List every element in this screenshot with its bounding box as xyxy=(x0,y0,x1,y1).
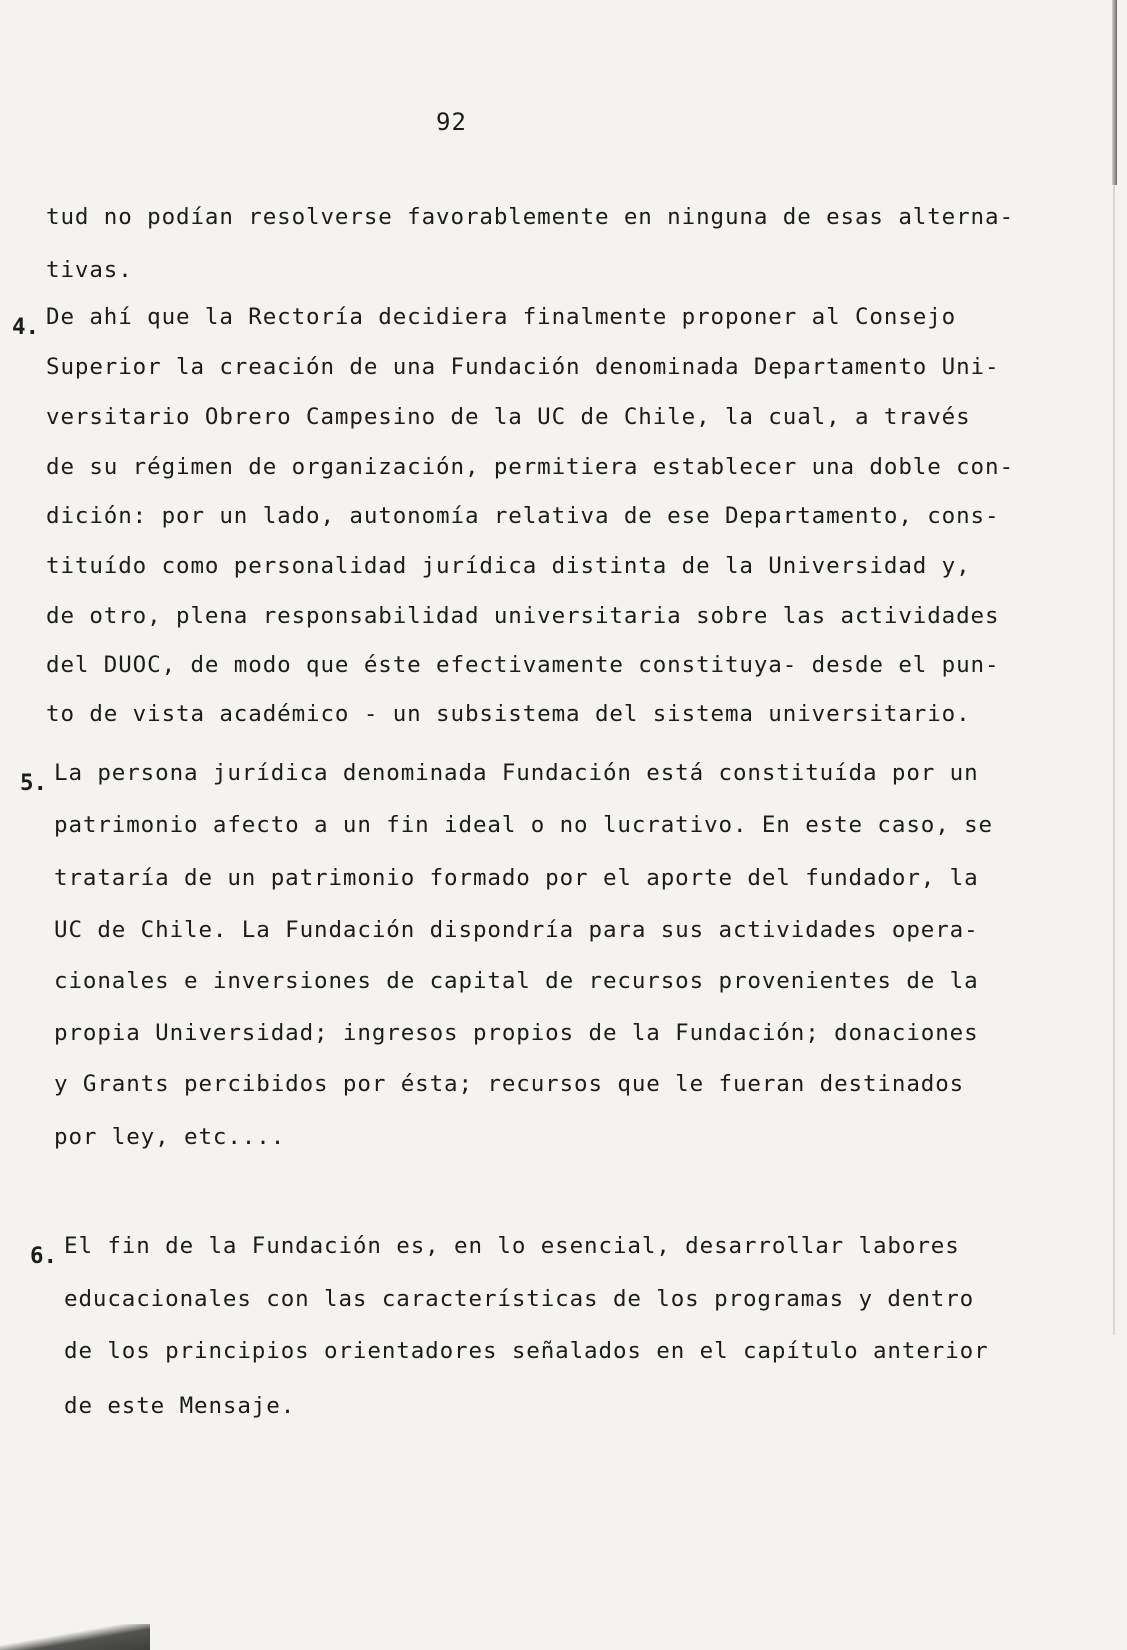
text-line: trataría de un patrimonio formado por el aporte del fundador, la xyxy=(54,865,979,891)
text-line: De ahí que la Rectoría decidiera finalmente proponer al Consejo xyxy=(46,304,957,330)
text-line: de su régimen de organización, permitiera establecer una doble con- xyxy=(46,454,1014,480)
text-line: y Grants percibidos por ésta; recursos que le fueran destinados xyxy=(54,1071,965,1097)
text-line: del DUOC, de modo que éste efectivamente constituya- desde el pun- xyxy=(46,652,1000,678)
text-line: dición: por un lado, autonomía relativa de ese Departamento, cons- xyxy=(46,503,1000,529)
page-number: 92 xyxy=(436,108,467,136)
paragraph-number: 5. xyxy=(20,770,48,796)
text-line: de este Mensaje. xyxy=(64,1393,296,1419)
text-line: cionales e inversiones de capital de recursos provenientes de la xyxy=(54,968,979,994)
text-line: tivas. xyxy=(46,257,133,283)
scan-edge-shadow xyxy=(1112,0,1117,185)
text-line: Superior la creación de una Fundación denominada Departamento Uni- xyxy=(46,354,1000,380)
text-line: El fin de la Fundación es, en lo esencial, desarrollar labores xyxy=(64,1233,960,1259)
text-line: de otro, plena responsabilidad universitaria sobre las actividades xyxy=(46,603,1000,629)
text-line: tud no podían resolverse favorablemente en ninguna de esas alterna- xyxy=(46,204,1014,230)
text-line: educacionales con las características de los programas y dentro xyxy=(64,1286,975,1312)
text-line: versitario Obrero Campesino de la UC de Chile, la cual, a través xyxy=(46,404,971,430)
text-line: tituído como personalidad jurídica distinta de la Universidad y, xyxy=(46,553,971,579)
scan-smudge xyxy=(0,1624,150,1650)
text-line: La persona jurídica denominada Fundación está constituída por un xyxy=(54,760,979,786)
text-line: por ley, etc.... xyxy=(54,1124,286,1150)
text-line: patrimonio afecto a un fin ideal o no lucrativo. En este caso, se xyxy=(54,812,993,838)
scan-edge-line xyxy=(1113,185,1115,1335)
text-line: propia Universidad; ingresos propios de la Fundación; donaciones xyxy=(54,1020,979,1046)
text-line: to de vista académico - un subsistema del sistema universitario. xyxy=(46,701,971,727)
paragraph-number: 4. xyxy=(12,314,40,340)
text-line: de los principios orientadores señalados en el capítulo anterior xyxy=(64,1338,989,1364)
text-line: UC de Chile. La Fundación dispondría para sus actividades opera- xyxy=(54,917,979,943)
paragraph-number: 6. xyxy=(30,1243,58,1269)
